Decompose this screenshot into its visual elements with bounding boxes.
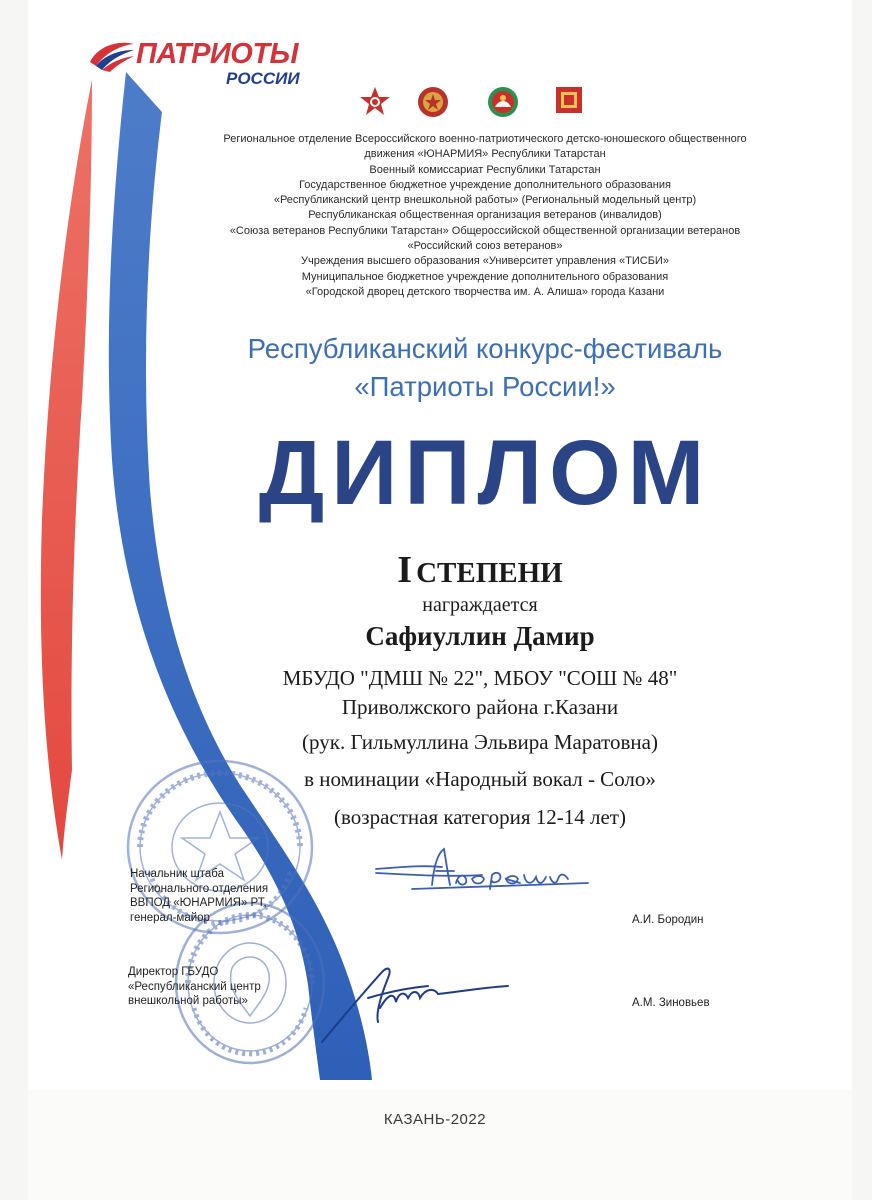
signatory-1-name: А.И. Бородин bbox=[632, 914, 704, 926]
recipient-school: МБУДО "ДМШ № 22", МБОУ "СОШ № 48" bbox=[282, 666, 678, 690]
organizer-line: «Городской дворец детского творчества им. А. Алиша» города Казани bbox=[305, 285, 665, 298]
recipient-teacher: (рук. Гильмуллина Эльвира Маратовна) bbox=[302, 730, 658, 754]
signatory-2-name: А.М. Зиновьев bbox=[632, 997, 710, 1009]
degree-word: СТЕПЕНИ bbox=[416, 557, 563, 589]
recipient-nomination: в номинации «Народный вокал - Соло» bbox=[304, 767, 656, 791]
organizer-line: «Республиканский центр внешкольной работы» (Региональный модельный центр) bbox=[273, 194, 697, 207]
contest-title bbox=[180, 330, 790, 406]
organizer-line: Республиканская общественная организация ветеранов (инвалидов) bbox=[308, 209, 662, 222]
organizer-line: Военный комиссариат Республики Татарстан bbox=[369, 163, 601, 176]
tatarstan-emblem-icon bbox=[486, 85, 520, 119]
organizer-line: Региональное отделение Всероссийского военно-патриотического детско-юношеского общественного bbox=[223, 133, 747, 145]
logo-title: ПАТРИОТЫ bbox=[136, 38, 299, 70]
signature-zinoviev bbox=[318, 958, 518, 1048]
diploma-heading: ДИПЛОМ bbox=[258, 422, 712, 524]
signatory-1-title-line: генерал-майор bbox=[130, 911, 210, 924]
signatory-1-title-line: Регионального отделения bbox=[130, 882, 269, 895]
organizer-line: движения «ЮНАРМИЯ» Республики Татарстан bbox=[364, 148, 606, 161]
signatory-1-title bbox=[130, 867, 268, 925]
signatory-1-title-line: ВВПОД «ЮНАРМИЯ» РТ, bbox=[130, 897, 267, 909]
degree-heading bbox=[180, 548, 780, 592]
organizer-line: «Союза ветеранов Республики Татарстан» Общероссийской общественной организации ветеранов bbox=[229, 224, 741, 237]
recipient-age-category: (возрастная категория 12-14 лет) bbox=[334, 805, 626, 829]
logo-subtitle: РОССИИ bbox=[226, 69, 300, 88]
organizer-line: «Российский союз ветеранов» bbox=[407, 240, 563, 253]
signatory-2-title-line: «Республиканский центр bbox=[128, 980, 261, 993]
recipient-name: Сафиуллин Дамир bbox=[365, 621, 595, 651]
red-ribbon bbox=[41, 80, 92, 860]
veterans-emblem-icon bbox=[554, 85, 584, 115]
signature-borodin bbox=[372, 845, 592, 900]
signatory-2-title bbox=[128, 965, 261, 1009]
organizer-line: Муниципальное бюджетное учреждение дополнительного образования bbox=[301, 270, 669, 283]
city-year-footer: КАЗАНЬ-2022 bbox=[383, 1111, 487, 1128]
stadium-logo-icon bbox=[88, 36, 136, 76]
recipient-district: Приволжского района г.Казани bbox=[341, 695, 619, 719]
signatory-2-title-line: внешкольной работы» bbox=[128, 995, 248, 1007]
signatory-1-title-line: Начальник штаба bbox=[130, 868, 225, 880]
yunarmia-star-icon bbox=[358, 85, 392, 119]
organizers-list bbox=[200, 132, 770, 300]
contest-line-2: «Патриоты России!» bbox=[354, 371, 616, 402]
degree-numeral: I bbox=[397, 549, 413, 591]
contest-line-1: Республиканский конкурс-фестиваль bbox=[247, 333, 723, 364]
organizer-line: Учреждения высшего образования «Университет управления «ТИСБИ» bbox=[301, 255, 669, 268]
awarded-label: награждается bbox=[422, 594, 538, 616]
voenkomat-emblem-icon bbox=[416, 85, 450, 119]
patriots-logo bbox=[88, 30, 318, 90]
signatory-2-title-line: Директор ГБУДО bbox=[128, 966, 219, 978]
organizer-line: Государственное бюджетное учреждение дополнительного образования bbox=[299, 178, 671, 191]
partner-emblems bbox=[358, 85, 598, 121]
